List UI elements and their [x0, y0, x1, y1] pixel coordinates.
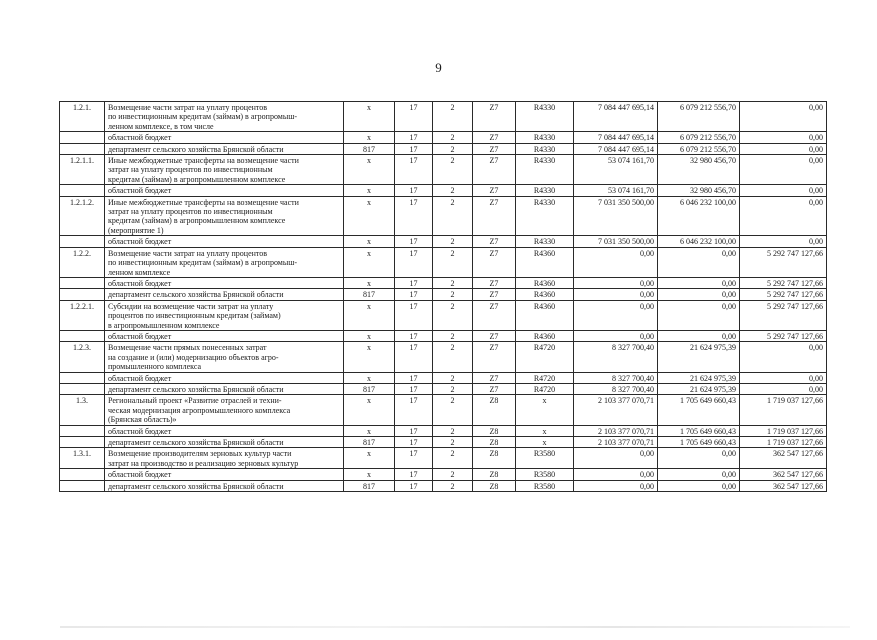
cell-subsection: 2 — [433, 143, 473, 154]
cell-grbs: х — [344, 448, 395, 469]
cell-section: 17 — [395, 196, 433, 236]
table-row — [60, 236, 827, 247]
cell-amount-year-2: 0,00 — [658, 469, 740, 480]
cell-amount-year-3: 0,00 — [740, 372, 827, 383]
cell-expense-direction: R4720 — [516, 372, 574, 383]
table-row — [60, 132, 827, 143]
cell-grbs: х — [344, 330, 395, 341]
cell-section: 17 — [395, 236, 433, 247]
cell-code: 1.2.2. — [60, 247, 105, 277]
cell-amount-year-2: 6 046 232 100,00 — [658, 196, 740, 236]
cell-grbs: х — [344, 155, 395, 185]
cell-subsection: 2 — [433, 196, 473, 236]
cell-amount-year-1: 7 084 447 695,14 — [574, 143, 658, 154]
cell-expense-direction: R4360 — [516, 289, 574, 300]
cell-amount-year-2: 0,00 — [658, 247, 740, 277]
cell-name: Региональный проект «Развитие отраслей и техни- ческая модернизация агропромышленного комплекса (Брянская область)» — [105, 395, 344, 425]
cell-amount-year-2: 6 079 212 556,70 — [658, 102, 740, 132]
cell-section: 17 — [395, 102, 433, 132]
cell-amount-year-3: 0,00 — [740, 236, 827, 247]
cell-amount-year-3: 1 719 037 127,66 — [740, 437, 827, 448]
cell-amount-year-1: 0,00 — [574, 480, 658, 491]
cell-target-item: Z8 — [473, 395, 516, 425]
cell-name: департамент сельского хозяйства Брянской области — [105, 143, 344, 154]
cell-subsection: 2 — [433, 383, 473, 394]
cell-amount-year-1: 2 103 377 070,71 — [574, 425, 658, 436]
cell-amount-year-3: 0,00 — [740, 155, 827, 185]
cell-amount-year-1: 8 327 700,40 — [574, 342, 658, 372]
cell-amount-year-3: 5 292 747 127,66 — [740, 330, 827, 341]
cell-grbs: 817 — [344, 480, 395, 491]
cell-expense-direction: R4330 — [516, 236, 574, 247]
cell-name: департамент сельского хозяйства Брянской области — [105, 383, 344, 394]
cell-name: областной бюджет — [105, 425, 344, 436]
cell-subsection: 2 — [433, 185, 473, 196]
cell-target-item: Z7 — [473, 247, 516, 277]
cell-subsection: 2 — [433, 395, 473, 425]
cell-name: Возмещение части затрат на уплату процентов по инвестиционным кредитам (займам) в агропромыш- ленном комплексе, в том числе — [105, 102, 344, 132]
cell-target-item: Z7 — [473, 383, 516, 394]
cell-amount-year-2: 6 079 212 556,70 — [658, 143, 740, 154]
cell-expense-direction: х — [516, 395, 574, 425]
table-row — [60, 185, 827, 196]
cell-subsection: 2 — [433, 437, 473, 448]
cell-amount-year-2: 21 624 975,39 — [658, 342, 740, 372]
cell-target-item: Z8 — [473, 480, 516, 491]
cell-code — [60, 469, 105, 480]
cell-code — [60, 132, 105, 143]
scan-artifact — [60, 626, 850, 628]
cell-amount-year-2: 0,00 — [658, 289, 740, 300]
cell-amount-year-2: 1 705 649 660,43 — [658, 395, 740, 425]
cell-amount-year-2: 32 980 456,70 — [658, 155, 740, 185]
table-row — [60, 448, 827, 469]
cell-code — [60, 236, 105, 247]
cell-grbs: х — [344, 425, 395, 436]
cell-section: 17 — [395, 372, 433, 383]
page-number: 9 — [435, 60, 442, 75]
table-row — [60, 102, 827, 132]
cell-section: 17 — [395, 289, 433, 300]
cell-grbs: х — [344, 132, 395, 143]
cell-amount-year-2: 0,00 — [658, 480, 740, 491]
cell-expense-direction: R4360 — [516, 247, 574, 277]
cell-expense-direction: R4330 — [516, 143, 574, 154]
cell-name: Иные межбюджетные трансферты на возмещение части затрат на уплату процентов по инвестиционным кредитам (займам) в агропромышленном комплексе — [105, 155, 344, 185]
cell-amount-year-1: 53 074 161,70 — [574, 185, 658, 196]
cell-amount-year-1: 2 103 377 070,71 — [574, 395, 658, 425]
cell-amount-year-1: 8 327 700,40 — [574, 383, 658, 394]
cell-subsection: 2 — [433, 469, 473, 480]
table-row — [60, 425, 827, 436]
cell-amount-year-2: 6 079 212 556,70 — [658, 132, 740, 143]
cell-target-item: Z7 — [473, 143, 516, 154]
cell-expense-direction: R4360 — [516, 330, 574, 341]
cell-amount-year-2: 0,00 — [658, 277, 740, 288]
cell-grbs: х — [344, 185, 395, 196]
cell-name: Возмещение производителям зерновых культур части затрат на производство и реализацию зерновых культур — [105, 448, 344, 469]
cell-subsection: 2 — [433, 155, 473, 185]
cell-target-item: Z7 — [473, 185, 516, 196]
cell-amount-year-1: 7 084 447 695,14 — [574, 132, 658, 143]
cell-amount-year-3: 0,00 — [740, 196, 827, 236]
cell-amount-year-1: 0,00 — [574, 300, 658, 330]
cell-name: областной бюджет — [105, 185, 344, 196]
cell-target-item: Z7 — [473, 342, 516, 372]
cell-section: 17 — [395, 425, 433, 436]
cell-grbs: 817 — [344, 383, 395, 394]
cell-section: 17 — [395, 300, 433, 330]
cell-section: 17 — [395, 247, 433, 277]
cell-code — [60, 143, 105, 154]
cell-name: областной бюджет — [105, 236, 344, 247]
cell-subsection: 2 — [433, 236, 473, 247]
cell-amount-year-1: 0,00 — [574, 277, 658, 288]
table-row — [60, 372, 827, 383]
cell-amount-year-3: 5 292 747 127,66 — [740, 247, 827, 277]
cell-amount-year-3: 0,00 — [740, 132, 827, 143]
cell-grbs: х — [344, 247, 395, 277]
cell-subsection: 2 — [433, 277, 473, 288]
cell-expense-direction: R4330 — [516, 155, 574, 185]
cell-code — [60, 425, 105, 436]
cell-expense-direction: R4330 — [516, 102, 574, 132]
cell-target-item: Z7 — [473, 155, 516, 185]
cell-amount-year-3: 5 292 747 127,66 — [740, 300, 827, 330]
cell-section: 17 — [395, 469, 433, 480]
cell-target-item: Z7 — [473, 236, 516, 247]
cell-code — [60, 330, 105, 341]
cell-amount-year-2: 1 705 649 660,43 — [658, 425, 740, 436]
cell-subsection: 2 — [433, 342, 473, 372]
cell-amount-year-3: 0,00 — [740, 143, 827, 154]
cell-section: 17 — [395, 480, 433, 491]
cell-name: департамент сельского хозяйства Брянской области — [105, 437, 344, 448]
cell-grbs: х — [344, 236, 395, 247]
cell-name: департамент сельского хозяйства Брянской области — [105, 480, 344, 491]
cell-section: 17 — [395, 437, 433, 448]
table-row — [60, 395, 827, 425]
cell-name: Субсидии на возмещение части затрат на уплату процентов по инвестиционным кредитам (займам) в агропромышленном комплексе — [105, 300, 344, 330]
cell-expense-direction: R4330 — [516, 196, 574, 236]
cell-name: областной бюджет — [105, 132, 344, 143]
cell-code — [60, 383, 105, 394]
cell-amount-year-1: 0,00 — [574, 469, 658, 480]
cell-amount-year-1: 7 031 350 500,00 — [574, 196, 658, 236]
cell-target-item: Z8 — [473, 448, 516, 469]
cell-amount-year-1: 0,00 — [574, 247, 658, 277]
cell-expense-direction: R4720 — [516, 342, 574, 372]
cell-grbs: х — [344, 196, 395, 236]
cell-code — [60, 437, 105, 448]
cell-code — [60, 289, 105, 300]
cell-amount-year-1: 0,00 — [574, 448, 658, 469]
cell-name: Возмещение части затрат на уплату процентов по инвестиционным кредитам (займам) в агропромыш- ленном комплексе — [105, 247, 344, 277]
table-row — [60, 143, 827, 154]
table-row — [60, 342, 827, 372]
cell-target-item: Z7 — [473, 300, 516, 330]
cell-subsection: 2 — [433, 247, 473, 277]
cell-section: 17 — [395, 395, 433, 425]
cell-expense-direction: R4330 — [516, 132, 574, 143]
cell-amount-year-3: 0,00 — [740, 383, 827, 394]
cell-amount-year-3: 0,00 — [740, 342, 827, 372]
cell-target-item: Z7 — [473, 289, 516, 300]
cell-target-item: Z7 — [473, 196, 516, 236]
cell-amount-year-2: 21 624 975,39 — [658, 372, 740, 383]
cell-amount-year-3: 362 547 127,66 — [740, 480, 827, 491]
cell-amount-year-2: 0,00 — [658, 330, 740, 341]
cell-name: областной бюджет — [105, 330, 344, 341]
cell-name: Иные межбюджетные трансферты на возмещение части затрат на уплату процентов по инвестиционным кредитам (займам) в агропромышленном комплексе (мероприятие 1) — [105, 196, 344, 236]
table-body — [60, 102, 827, 492]
cell-section: 17 — [395, 277, 433, 288]
cell-subsection: 2 — [433, 372, 473, 383]
cell-expense-direction: R4330 — [516, 185, 574, 196]
cell-grbs: 817 — [344, 437, 395, 448]
table-row — [60, 155, 827, 185]
cell-section: 17 — [395, 383, 433, 394]
cell-section: 17 — [395, 185, 433, 196]
cell-amount-year-3: 362 547 127,66 — [740, 448, 827, 469]
cell-target-item: Z8 — [473, 437, 516, 448]
cell-subsection: 2 — [433, 132, 473, 143]
table-row — [60, 437, 827, 448]
cell-section: 17 — [395, 143, 433, 154]
cell-amount-year-2: 1 705 649 660,43 — [658, 437, 740, 448]
cell-amount-year-1: 53 074 161,70 — [574, 155, 658, 185]
cell-grbs: 817 — [344, 289, 395, 300]
cell-subsection: 2 — [433, 480, 473, 491]
cell-code: 1.2.1. — [60, 102, 105, 132]
cell-grbs: х — [344, 300, 395, 330]
cell-amount-year-2: 0,00 — [658, 448, 740, 469]
table-row — [60, 247, 827, 277]
cell-name: областной бюджет — [105, 372, 344, 383]
cell-amount-year-3: 5 292 747 127,66 — [740, 289, 827, 300]
cell-name: Возмещение части прямых понесенных затрат на создание и (или) модернизацию объектов агро- промышленного комплекса — [105, 342, 344, 372]
table-row — [60, 277, 827, 288]
cell-name: областной бюджет — [105, 469, 344, 480]
cell-expense-direction: R3580 — [516, 448, 574, 469]
cell-target-item: Z7 — [473, 102, 516, 132]
cell-subsection: 2 — [433, 289, 473, 300]
cell-name: департамент сельского хозяйства Брянской области — [105, 289, 344, 300]
cell-code — [60, 480, 105, 491]
cell-expense-direction: R4360 — [516, 300, 574, 330]
cell-amount-year-1: 0,00 — [574, 289, 658, 300]
cell-target-item: Z8 — [473, 425, 516, 436]
budget-table — [59, 101, 827, 492]
cell-code: 1.2.2.1. — [60, 300, 105, 330]
cell-amount-year-1: 8 327 700,40 — [574, 372, 658, 383]
cell-subsection: 2 — [433, 102, 473, 132]
table-row — [60, 330, 827, 341]
cell-subsection: 2 — [433, 425, 473, 436]
cell-amount-year-3: 362 547 127,66 — [740, 469, 827, 480]
cell-amount-year-2: 6 046 232 100,00 — [658, 236, 740, 247]
table-row — [60, 289, 827, 300]
cell-grbs: х — [344, 469, 395, 480]
cell-subsection: 2 — [433, 330, 473, 341]
table-row — [60, 480, 827, 491]
cell-section: 17 — [395, 342, 433, 372]
cell-section: 17 — [395, 330, 433, 341]
cell-grbs: х — [344, 372, 395, 383]
cell-amount-year-3: 5 292 747 127,66 — [740, 277, 827, 288]
cell-target-item: Z8 — [473, 469, 516, 480]
cell-amount-year-3: 1 719 037 127,66 — [740, 395, 827, 425]
cell-grbs: х — [344, 395, 395, 425]
cell-code — [60, 185, 105, 196]
cell-amount-year-1: 2 103 377 070,71 — [574, 437, 658, 448]
cell-name: областной бюджет — [105, 277, 344, 288]
cell-grbs: х — [344, 277, 395, 288]
cell-target-item: Z7 — [473, 132, 516, 143]
cell-target-item: Z7 — [473, 277, 516, 288]
cell-amount-year-3: 0,00 — [740, 102, 827, 132]
cell-code — [60, 277, 105, 288]
cell-expense-direction: х — [516, 425, 574, 436]
table-row — [60, 196, 827, 236]
cell-subsection: 2 — [433, 448, 473, 469]
cell-amount-year-2: 21 624 975,39 — [658, 383, 740, 394]
table-row — [60, 469, 827, 480]
cell-code — [60, 372, 105, 383]
cell-grbs: 817 — [344, 143, 395, 154]
cell-amount-year-1: 7 084 447 695,14 — [574, 102, 658, 132]
cell-amount-year-3: 0,00 — [740, 185, 827, 196]
cell-amount-year-1: 0,00 — [574, 330, 658, 341]
cell-code: 1.3. — [60, 395, 105, 425]
cell-code: 1.3.1. — [60, 448, 105, 469]
cell-grbs: х — [344, 342, 395, 372]
table-row — [60, 383, 827, 394]
cell-code: 1.2.1.1. — [60, 155, 105, 185]
cell-target-item: Z7 — [473, 372, 516, 383]
cell-expense-direction: х — [516, 437, 574, 448]
cell-section: 17 — [395, 448, 433, 469]
cell-code: 1.2.3. — [60, 342, 105, 372]
cell-expense-direction: R3580 — [516, 480, 574, 491]
cell-amount-year-2: 32 980 456,70 — [658, 185, 740, 196]
cell-expense-direction: R4360 — [516, 277, 574, 288]
cell-section: 17 — [395, 155, 433, 185]
cell-amount-year-3: 1 719 037 127,66 — [740, 425, 827, 436]
cell-subsection: 2 — [433, 300, 473, 330]
cell-code: 1.2.1.2. — [60, 196, 105, 236]
cell-expense-direction: R4720 — [516, 383, 574, 394]
cell-section: 17 — [395, 132, 433, 143]
cell-expense-direction: R3580 — [516, 469, 574, 480]
cell-target-item: Z7 — [473, 330, 516, 341]
cell-amount-year-2: 0,00 — [658, 300, 740, 330]
cell-amount-year-1: 7 031 350 500,00 — [574, 236, 658, 247]
cell-grbs: х — [344, 102, 395, 132]
table-row — [60, 300, 827, 330]
